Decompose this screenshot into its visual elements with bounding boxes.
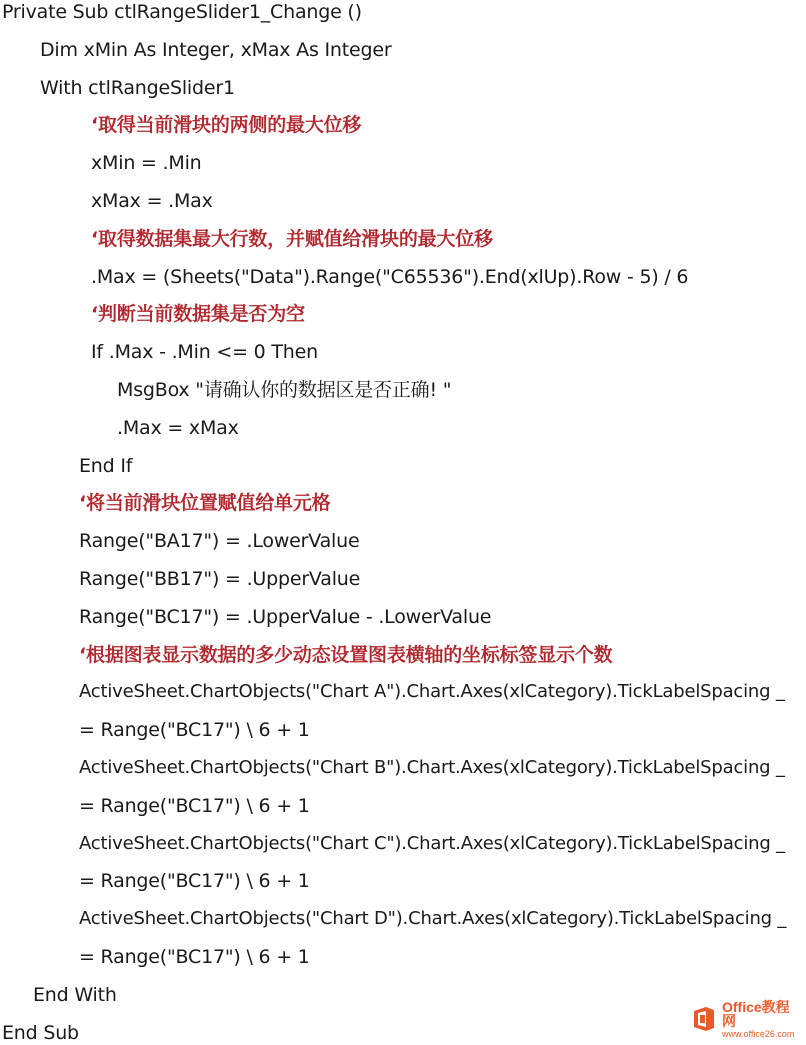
- watermark: [690, 998, 802, 1039]
- code-line: End With: [33, 984, 117, 1006]
- code-line: Range("BB17") = .UpperValue: [79, 568, 361, 590]
- code-line: Dim xMin As Integer, xMax As Integer: [40, 39, 392, 61]
- code-line: MsgBox "请确认你的数据区是否正确! ": [117, 379, 452, 401]
- code-line: With ctlRangeSlider1: [40, 77, 235, 99]
- comment-line: ‘根据图表显示数据的多少动态设置图表横轴的坐标标签显示个数: [79, 644, 613, 666]
- watermark-url: www.office26.com: [722, 1028, 795, 1039]
- office-logo-icon: [690, 1005, 718, 1033]
- code-line: ActiveSheet.ChartObjects("Chart D").Chart.Axes(xlCategory).TickLabelSpacing _: [79, 908, 787, 929]
- comment-line: ‘取得当前滑块的两侧的最大位移: [91, 114, 362, 136]
- code-line: End Sub: [2, 1022, 79, 1044]
- code-line: .Max = xMax: [117, 417, 239, 439]
- code-line: xMax = .Max: [91, 190, 213, 212]
- code-line: Private Sub ctlRangeSlider1_Change (): [2, 1, 362, 23]
- code-line: xMin = .Min: [91, 152, 202, 174]
- comment-line: ‘判断当前数据集是否为空: [91, 303, 305, 325]
- code-line: End If: [79, 455, 133, 477]
- code-line: ActiveSheet.ChartObjects("Chart B").Chart.Axes(xlCategory).TickLabelSpacing _: [79, 757, 785, 778]
- code-line: .Max = (Sheets("Data").Range("C65536").End(xlUp).Row - 5) / 6: [91, 266, 689, 288]
- code-line: If .Max - .Min <= 0 Then: [91, 341, 318, 363]
- code-line: = Range("BC17") \ 6 + 1: [79, 719, 310, 741]
- comment-line: ‘取得数据集最大行数，并赋值给滑块的最大位移: [91, 228, 493, 250]
- code-line: Range("BA17") = .LowerValue: [79, 530, 360, 552]
- code-line: = Range("BC17") \ 6 + 1: [79, 795, 310, 817]
- code-line: ActiveSheet.ChartObjects("Chart A").Chart.Axes(xlCategory).TickLabelSpacing _: [79, 681, 785, 702]
- watermark-title: Office教程网: [722, 998, 790, 1029]
- code-line: Range("BC17") = .UpperValue - .LowerValue: [79, 606, 492, 628]
- code-line: = Range("BC17") \ 6 + 1: [79, 870, 310, 892]
- comment-line: ‘将当前滑块位置赋值给单元格: [79, 492, 331, 514]
- code-line: ActiveSheet.ChartObjects("Chart C").Chart.Axes(xlCategory).TickLabelSpacing _: [79, 833, 785, 854]
- code-line: = Range("BC17") \ 6 + 1: [79, 946, 310, 968]
